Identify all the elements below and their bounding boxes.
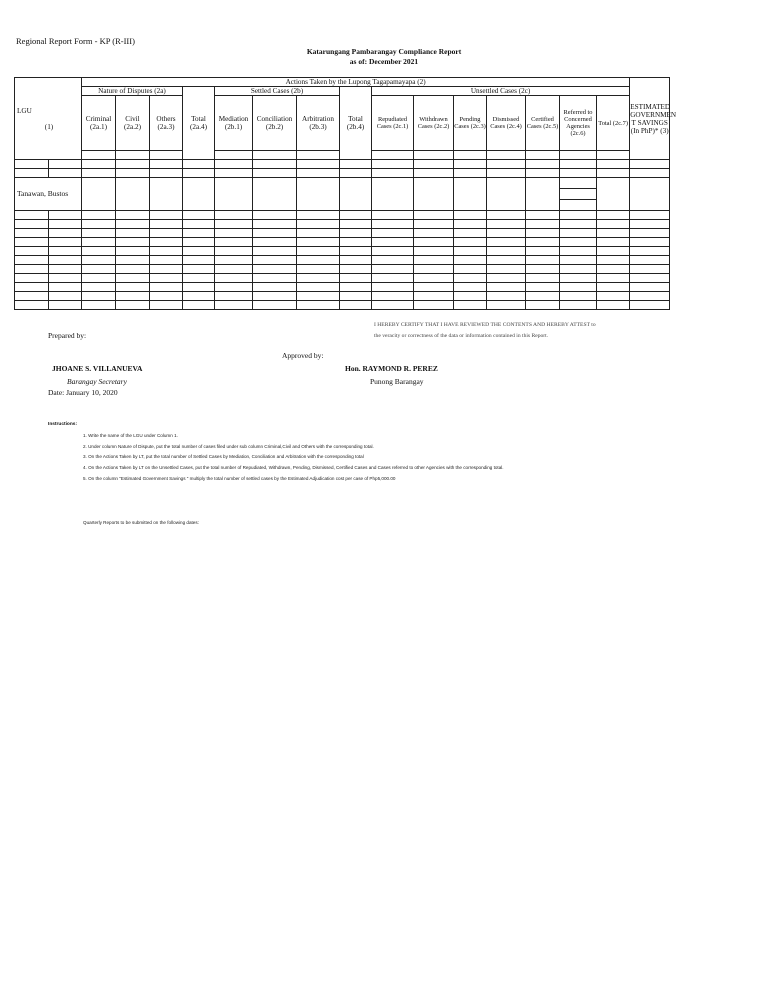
actions-taken-header: Actions Taken by the Lupong Tagapamayapa (2)	[82, 78, 630, 87]
instruction-item: 2. Under column Nature of Dispute, put the total number of cases filed under sub column Criminal,Civil and Others with the corresponding total.	[83, 444, 374, 449]
col-conciliation: Conciliation (2b.2)	[253, 96, 297, 151]
table-row	[15, 211, 670, 220]
col-criminal: Criminal (2a.1)	[82, 96, 116, 151]
table-row	[15, 292, 670, 301]
form-code: Regional Report Form - KP (R-III)	[16, 36, 135, 46]
table-row	[15, 220, 670, 229]
col-mediation: Mediation (2b.1)	[215, 96, 253, 151]
table-row	[15, 274, 670, 283]
col-civil: Civil (2a.2)	[116, 96, 150, 151]
instruction-item: 4. On the Actions Taken by LT on the Unsettled Cases, put the total number of Repudiated, Withdrawn, Pending, Dismissed, Certified Cases and Cases referred to other Agencies with the corresponding total.	[83, 465, 504, 470]
table-row	[15, 265, 670, 274]
col-repudiated: Repudiated Cases (2c.1)	[372, 96, 414, 151]
table-row	[15, 256, 670, 265]
unsettled-cases-header: Unsettled Cases (2c)	[372, 87, 630, 96]
lgu-header: LGU (1)	[15, 78, 82, 160]
report-date: Date: January 10, 2020	[48, 388, 118, 397]
lgu-name: Tanawan, Bustos	[15, 178, 82, 211]
col-withdrawn: Withdrawn Cases (2c.2)	[414, 96, 454, 151]
preparer-title: Barangay Secretary	[67, 377, 127, 386]
table-row	[15, 238, 670, 247]
col-dismissed: Dismissed Cases (2c.4)	[487, 96, 526, 151]
settled-cases-header: Settled Cases (2b)	[215, 87, 340, 96]
col-referred: Referred to Concerned Agencies (2c.6)	[560, 96, 597, 151]
report-as-of: as of: December 2021	[349, 57, 419, 66]
table-row	[15, 247, 670, 256]
instruction-item: 3. On the Actions Taken by LT, put the total number of Settled Cases by Mediation, Conciliation and Arbitration with the corresponding total	[83, 454, 364, 459]
table-row	[15, 160, 670, 169]
instruction-item: 5. On the column "Estimated Government Savings " multiply the total number of settled cases by the Estimated Adjudication cost per case of Php5,000.00	[83, 476, 396, 481]
col-others: Others (2a.3)	[150, 96, 183, 151]
estimated-savings-header: ESTIMATED GOVERNMEN T SAVINGS (In PhP)* (3)	[630, 78, 670, 160]
table-row	[15, 229, 670, 238]
approver-title: Punong Barangay	[370, 377, 424, 386]
col-certified: Certified Cases (2c.5)	[526, 96, 560, 151]
prepared-by-label: Prepared by:	[48, 331, 87, 340]
certify-line-2: the veracity or correctness of the data or information contained in this Report.	[374, 333, 549, 339]
col-total-2c: Total (2c.7)	[597, 96, 630, 151]
preparer-name: JHOANE S. VILLANUEVA	[52, 364, 143, 373]
table-row	[15, 169, 670, 178]
col-pending: Pending Cases (2c.3)	[454, 96, 487, 151]
col-total-2b: Total (2b.4)	[340, 87, 372, 160]
approved-by-label: Approved by:	[282, 351, 324, 360]
certify-line-1: I HEREBY CERTIFY THAT I HAVE REVIEWED THE CONTENTS AND HEREBY ATTEST to	[374, 322, 596, 328]
compliance-table	[14, 77, 677, 310]
approver-name: Hon. RAYMOND R. PEREZ	[345, 364, 438, 373]
lgu-row	[15, 178, 670, 211]
instructions-title: Instructions:	[48, 422, 78, 427]
quarterly-note: Quarterly Reports to be submitted on the following dates:	[83, 520, 199, 525]
instruction-item: 1. Write the name of the LGU under Column 1.	[83, 433, 178, 438]
col-arbitration: Arbitration (2b.3)	[297, 96, 340, 151]
table-row	[15, 283, 670, 292]
col-total-2a: Total (2a.4)	[183, 87, 215, 160]
table-row	[15, 301, 670, 310]
nature-disputes-header: Nature of Disputes (2a)	[82, 87, 183, 96]
report-title: Katarungang Pambarangay Compliance Report	[306, 47, 462, 56]
